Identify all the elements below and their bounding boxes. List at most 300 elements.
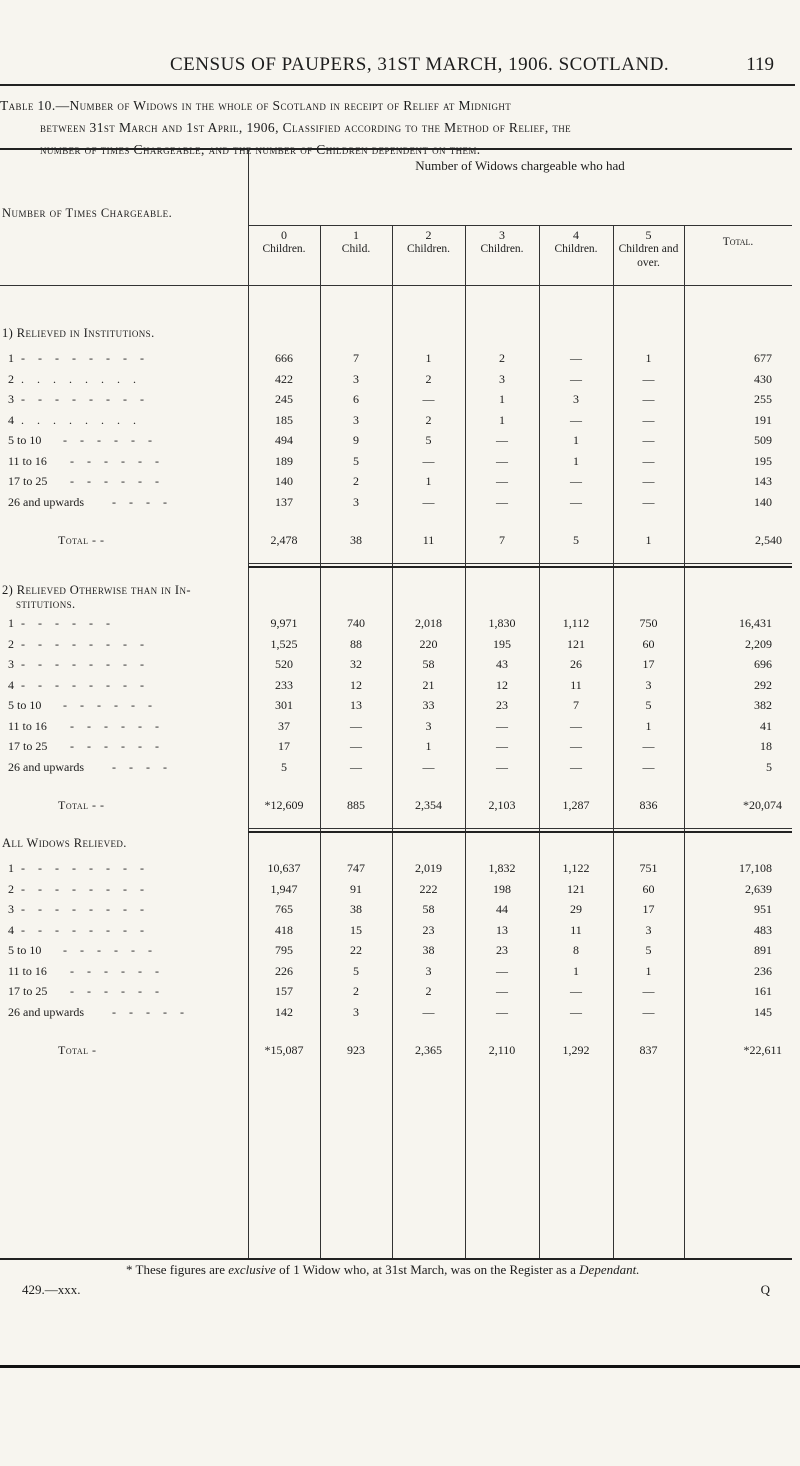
table-cell: — xyxy=(350,739,362,753)
leader-dots: - - - - - - - - xyxy=(21,657,149,671)
table-row xyxy=(0,413,792,433)
table-cell: 5 xyxy=(425,433,432,447)
leader-dots: - - - - - xyxy=(112,1004,189,1019)
row-label: 1 xyxy=(8,616,14,630)
table-cell: 795 xyxy=(275,943,293,957)
leader-dots: - - - - xyxy=(112,759,172,774)
table-cell: 121 xyxy=(567,881,585,896)
table-cell: 38 xyxy=(350,902,362,916)
table-cell: — xyxy=(496,494,508,509)
leader-dots: - - - - - - xyxy=(63,943,157,957)
row-label: 5 to 10 xyxy=(8,433,42,447)
table-cell: 3 xyxy=(353,371,359,386)
table-cell: — xyxy=(422,392,435,406)
table-cell: 58 xyxy=(422,902,435,916)
table-cell: 1 xyxy=(645,351,652,365)
table-row xyxy=(0,474,792,494)
table-cell: 7 xyxy=(573,698,579,712)
table-cell: 1 xyxy=(573,453,579,468)
leader-dots: - - - - - - xyxy=(70,984,164,998)
column-label: Children. xyxy=(262,243,306,255)
table-cell: 292 xyxy=(754,677,772,692)
table-cell: 15 xyxy=(350,922,362,937)
total-cell: 2,365 xyxy=(415,1043,442,1057)
table-cell: — xyxy=(496,739,508,753)
table-cell: 1,112 xyxy=(562,616,590,630)
leader-dots: - - - - - - xyxy=(70,474,164,488)
table-bottom-rule xyxy=(0,1258,792,1260)
table-row xyxy=(0,657,792,677)
column-label: Total. xyxy=(722,236,754,248)
table-cell: 23 xyxy=(496,943,508,957)
table-cell: 1 xyxy=(499,392,505,406)
table-cell: 765 xyxy=(275,902,293,916)
leader-dots: - - - - - - xyxy=(70,739,164,753)
table-cell: — xyxy=(496,984,508,998)
table-cell: 751 xyxy=(639,861,658,875)
table-row xyxy=(0,637,792,657)
total-label: Total - xyxy=(58,1043,97,1057)
total-divider xyxy=(248,563,792,564)
table-cell: 222 xyxy=(419,881,438,896)
table-cell: — xyxy=(642,433,655,447)
table-cell: 17 xyxy=(642,902,655,916)
table-cell: 189 xyxy=(275,453,293,468)
signature-mark: Q xyxy=(760,1282,770,1297)
leader-dots: - - - - - - - - xyxy=(21,922,149,937)
table-cell: 142 xyxy=(275,1004,293,1019)
table-cell: 22 xyxy=(350,943,362,957)
table-cell: — xyxy=(496,1004,508,1019)
row-label: 3 xyxy=(8,902,14,916)
table-cell: — xyxy=(496,759,508,774)
total-cell: *15,087 xyxy=(264,1043,304,1057)
leader-dots: - - - - xyxy=(112,494,172,509)
caption-line-2: between 31st March and 1st April, 1906, Classified according to the Method of Relief, the xyxy=(40,120,572,135)
table-cell: 11 xyxy=(570,677,582,692)
leader-dots: - - - - - - xyxy=(70,963,164,978)
page-header xyxy=(170,54,780,78)
table-cell: 2 xyxy=(425,371,432,386)
table-cell: — xyxy=(642,984,655,998)
table-cell: 37 xyxy=(278,718,290,733)
table-cell: 58 xyxy=(422,657,435,671)
table-cell: — xyxy=(570,474,582,488)
table-cell: 3 xyxy=(573,392,579,406)
table-cell: 43 xyxy=(496,657,508,671)
column-label: Children. xyxy=(480,243,524,255)
leader-dots: - - - - - - - - xyxy=(21,902,149,916)
table-cell: — xyxy=(422,759,435,774)
table-cell: 233 xyxy=(275,677,293,692)
table-cell: 145 xyxy=(754,1004,772,1019)
table-cell: 220 xyxy=(419,636,438,651)
section-title-continued: stitutions. xyxy=(16,597,76,611)
table-cell: 18 xyxy=(760,739,772,753)
row-label: 11 to 16 xyxy=(8,963,47,978)
table-cell: 17,108 xyxy=(739,861,772,875)
column-number: 3 xyxy=(499,228,505,242)
column-header xyxy=(320,228,392,256)
table-cell: 195 xyxy=(493,636,511,651)
table-row xyxy=(0,964,792,984)
table-cell: 1 xyxy=(499,412,505,427)
table-row xyxy=(0,923,792,943)
table-cell: 430 xyxy=(754,371,772,386)
table-row xyxy=(0,454,792,474)
column-label: Children and over. xyxy=(618,243,679,269)
total-row xyxy=(0,1043,792,1063)
table-cell: 2 xyxy=(499,351,505,365)
column-number: 1 xyxy=(353,228,359,242)
total-cell: 11 xyxy=(422,533,435,547)
row-label: 26 and upwards xyxy=(8,759,84,774)
row-label: 3 xyxy=(8,657,14,671)
leader-dots: - - - - - - xyxy=(63,433,157,447)
table-cell: 21 xyxy=(422,677,435,692)
table-cell: — xyxy=(570,412,582,427)
table-cell: — xyxy=(642,1004,655,1019)
table-row xyxy=(0,616,792,636)
row-label: 2 xyxy=(8,371,14,386)
row-label: 26 and upwards xyxy=(8,1004,84,1019)
page-number: 119 xyxy=(746,54,774,75)
table-cell: — xyxy=(570,351,582,365)
table-cell: 951 xyxy=(754,902,772,916)
section-divider xyxy=(248,566,792,568)
table-cell: — xyxy=(496,433,508,447)
row-label: 5 to 10 xyxy=(8,698,42,712)
total-label: Total - - xyxy=(58,533,105,547)
total-cell: 1,287 xyxy=(562,798,590,812)
leader-dots: - - - - - - - - xyxy=(21,677,149,692)
table-cell: — xyxy=(422,453,435,468)
total-cell: 2,103 xyxy=(488,798,516,812)
table-cell: 1 xyxy=(425,474,432,488)
table-cell: — xyxy=(570,739,582,753)
table-cell: 509 xyxy=(754,433,772,447)
table-cell: 16,431 xyxy=(739,616,772,630)
table-cell: 5 xyxy=(353,453,359,468)
leader-dots: - - - - - - xyxy=(21,616,115,630)
table-row xyxy=(0,882,792,902)
table-cell: — xyxy=(570,371,582,386)
column-label: Children. xyxy=(406,243,451,255)
table-cell: 9,971 xyxy=(270,616,298,630)
table-cell: 11 xyxy=(570,922,582,937)
table-cell: 13 xyxy=(496,922,508,937)
table-cell: 23 xyxy=(496,698,508,712)
table-cell: 1 xyxy=(645,963,652,978)
table-cell: — xyxy=(496,453,508,468)
table-cell: 1,832 xyxy=(488,861,516,875)
table-cell: — xyxy=(642,739,655,753)
table-cell: — xyxy=(642,412,655,427)
table-cell: 696 xyxy=(754,657,772,671)
table-cell: 236 xyxy=(754,963,772,978)
table-cell: — xyxy=(642,371,655,386)
table-cell: 1,947 xyxy=(270,881,298,896)
table-cell: 226 xyxy=(275,963,293,978)
column-header xyxy=(539,228,613,256)
table-cell: 29 xyxy=(570,902,582,916)
table-cell: 1,525 xyxy=(270,636,298,651)
table-cell: 245 xyxy=(275,392,293,406)
table-cell: 33 xyxy=(422,698,435,712)
row-label: 11 to 16 xyxy=(8,718,47,733)
table-row xyxy=(0,760,792,780)
table-cell: — xyxy=(642,392,655,406)
table-row xyxy=(0,739,792,759)
table-row xyxy=(0,433,792,453)
table-cell: 5 xyxy=(645,943,652,957)
table-cell: 2,019 xyxy=(415,861,442,875)
column-number: 0 xyxy=(281,228,287,242)
row-label: 11 to 16 xyxy=(8,453,47,468)
table-cell: 143 xyxy=(754,474,772,488)
table-cell: 140 xyxy=(275,474,293,488)
table-cell: — xyxy=(350,718,362,733)
table-cell: 121 xyxy=(567,636,585,651)
table-cell: 12 xyxy=(350,677,362,692)
column-number: 2 xyxy=(425,228,432,242)
row-label: 1 xyxy=(8,861,14,875)
total-cell: *20,074 xyxy=(743,798,782,812)
table-cell: 1 xyxy=(573,433,579,447)
total-cell: 2,540 xyxy=(755,533,782,547)
table-cell: 38 xyxy=(422,943,435,957)
table-cell: 1 xyxy=(425,351,432,365)
row-label: 5 to 10 xyxy=(8,943,42,957)
table-cell: 44 xyxy=(496,902,508,916)
row-label: 17 to 25 xyxy=(8,739,48,753)
leader-dots: - - - - - - xyxy=(70,718,164,733)
column-label: Child. xyxy=(341,243,371,255)
table-cell: 195 xyxy=(754,453,772,468)
total-cell: 5 xyxy=(573,533,579,547)
table-cell: 41 xyxy=(760,718,772,733)
table-cell: 10,637 xyxy=(267,861,301,875)
table-cell: — xyxy=(642,759,655,774)
total-cell: 1,292 xyxy=(562,1043,590,1057)
table-cell: 17 xyxy=(278,739,290,753)
table-cell: 677 xyxy=(754,351,772,365)
table-cell: 3 xyxy=(499,371,505,386)
table-cell: 3 xyxy=(425,718,432,733)
table-cell: 2,639 xyxy=(745,881,772,896)
total-cell: 2,354 xyxy=(415,798,442,812)
table-cell: 2,018 xyxy=(415,616,442,630)
table-row xyxy=(0,392,792,412)
table-cell: 891 xyxy=(754,943,772,957)
running-title: CENSUS OF PAUPERS, 31ST MARCH, 1906. SCOTLAND. xyxy=(170,54,670,75)
table-cell: 91 xyxy=(350,881,362,896)
table-cell: 157 xyxy=(275,984,293,998)
table-cell: 23 xyxy=(422,922,435,937)
table-cell: — xyxy=(570,984,582,998)
table-cell: — xyxy=(642,474,655,488)
total-cell: 1 xyxy=(645,533,652,547)
column-header xyxy=(684,228,792,249)
column-header xyxy=(248,228,320,256)
table-cell: 5 xyxy=(645,698,652,712)
row-label: 17 to 25 xyxy=(8,474,48,488)
table-cell: 137 xyxy=(275,494,293,509)
caption-line-3: number of times Chargeable, and the number of Children dependent on them. xyxy=(40,142,481,157)
table-cell: 3 xyxy=(645,922,652,937)
table-cell: 1 xyxy=(573,963,579,978)
table-cell: — xyxy=(422,1004,435,1019)
section-title: All Widows Relieved. xyxy=(2,836,127,850)
table-cell: 5 xyxy=(353,963,359,978)
column-header xyxy=(613,228,684,270)
total-cell: 837 xyxy=(639,1043,658,1057)
leader-dots: . . . . . . . . xyxy=(21,412,141,427)
total-cell: 885 xyxy=(347,798,365,812)
table-cell: 9 xyxy=(353,433,359,447)
table-cell: 5 xyxy=(766,759,772,774)
table-cell: 301 xyxy=(275,698,293,712)
row-label: 4 xyxy=(8,412,14,427)
table-cell: 26 xyxy=(570,657,582,671)
leader-dots: . . . . . . . . xyxy=(21,371,141,386)
table-cell: 382 xyxy=(754,698,772,712)
table-cell: — xyxy=(496,718,508,733)
footnote: * These figures are exclusive of 1 Widow who, at 31st March, was on the Register as a Dependant. xyxy=(126,1262,640,1277)
table-cell: 740 xyxy=(347,616,365,630)
table-cell: 191 xyxy=(754,412,772,427)
table-cell: 2 xyxy=(353,474,359,488)
row-label: 17 to 25 xyxy=(8,984,48,998)
table-row xyxy=(0,372,792,392)
table-row xyxy=(0,678,792,698)
column-label: Children. xyxy=(554,243,598,255)
table-row xyxy=(0,495,792,515)
section-title: 2) Relieved Otherwise than in In- stitutions. xyxy=(2,583,191,611)
table-cell: 418 xyxy=(275,922,293,937)
leader-dots: - - - - - - xyxy=(70,453,164,468)
table-cell: 520 xyxy=(275,657,293,671)
section-divider xyxy=(248,831,792,833)
stub-header: Number of Times Chargeable. xyxy=(2,206,173,220)
total-cell: 2,110 xyxy=(488,1043,516,1057)
table-cell: 185 xyxy=(275,412,293,427)
total-cell: 2,478 xyxy=(270,533,298,547)
table-cell: 1 xyxy=(645,718,652,733)
table-cell: 747 xyxy=(347,861,365,875)
subheader-rule xyxy=(248,225,792,226)
row-label: 3 xyxy=(8,392,14,406)
table-cell: 750 xyxy=(639,616,658,630)
table-cell: 5 xyxy=(281,759,287,774)
total-cell: *12,609 xyxy=(264,798,304,812)
total-cell: 836 xyxy=(639,798,658,812)
bottom-rule xyxy=(0,1365,800,1368)
section-title: 1) Relieved in Institutions. xyxy=(2,326,155,340)
table-cell: 140 xyxy=(754,494,772,509)
column-header xyxy=(392,228,465,256)
table-row xyxy=(0,943,792,963)
table-cell: 17 xyxy=(642,657,655,671)
table-cell: — xyxy=(642,494,655,509)
table-cell: 7 xyxy=(353,351,359,365)
table-cell: 32 xyxy=(350,657,362,671)
table-cell: 60 xyxy=(642,881,655,896)
table-cell: — xyxy=(422,494,435,509)
leader-dots: - - - - - - - - xyxy=(21,861,149,875)
header-bottom-rule xyxy=(0,285,792,286)
table-cell: 666 xyxy=(275,351,293,365)
table-cell: 3 xyxy=(645,677,652,692)
row-label: 2 xyxy=(8,636,14,651)
leader-dots: - - - - - - - - xyxy=(21,392,149,406)
table-cell: 198 xyxy=(493,881,511,896)
table-row xyxy=(0,719,792,739)
table-row xyxy=(0,902,792,922)
table-row xyxy=(0,698,792,718)
table-cell: 60 xyxy=(642,636,655,651)
table-cell: 8 xyxy=(573,943,579,957)
row-label: 4 xyxy=(8,922,14,937)
table-cell: 88 xyxy=(350,636,362,651)
table-cell: 2 xyxy=(353,984,359,998)
table-row xyxy=(0,1005,792,1025)
table-cell: 494 xyxy=(275,433,293,447)
total-row xyxy=(0,798,792,818)
table-cell: 1 xyxy=(425,739,432,753)
table-cell: — xyxy=(570,494,582,509)
table-cell: 2 xyxy=(425,984,432,998)
table-cell: 161 xyxy=(754,984,772,998)
table-cell: 12 xyxy=(496,677,508,692)
table-cell: — xyxy=(570,1004,582,1019)
leader-dots: - - - - - - - - xyxy=(21,351,149,365)
table-cell: 2 xyxy=(425,412,432,427)
table-cell: — xyxy=(496,963,508,978)
total-divider xyxy=(248,828,792,829)
row-label: 26 and upwards xyxy=(8,494,84,509)
leader-dots: - - - - - - - - xyxy=(21,881,149,896)
total-label: Total - - xyxy=(58,798,105,812)
table-row xyxy=(0,351,792,371)
table-cell: 2,209 xyxy=(745,636,772,651)
table-cell: — xyxy=(350,759,362,774)
total-row xyxy=(0,533,792,553)
table-cell: 3 xyxy=(353,412,359,427)
caption-line-1: Table 10.—Number of Widows in the whole of Scotland in receipt of Relief at Midnight xyxy=(0,98,512,113)
table-cell: 3 xyxy=(353,494,359,509)
table-cell: — xyxy=(642,453,655,468)
row-label: 1 xyxy=(8,351,14,365)
total-cell: 38 xyxy=(350,533,362,547)
total-cell: 923 xyxy=(347,1043,365,1057)
table-cell: — xyxy=(496,474,508,488)
table-cell: 422 xyxy=(275,371,293,386)
column-header xyxy=(465,228,539,256)
table-cell: 255 xyxy=(754,392,772,406)
table-cell: 13 xyxy=(350,698,362,712)
table-cell: 1,830 xyxy=(488,616,516,630)
row-label: 2 xyxy=(8,881,14,896)
column-number: 4 xyxy=(573,228,579,242)
leader-dots: - - - - - - - - xyxy=(21,636,149,651)
table-cell: 6 xyxy=(353,392,359,406)
column-number: 5 xyxy=(645,228,652,242)
table-cell: 3 xyxy=(353,1004,359,1019)
total-cell: 7 xyxy=(499,533,505,547)
leader-dots: - - - - - - xyxy=(63,698,157,712)
table-cell: 483 xyxy=(754,922,772,937)
